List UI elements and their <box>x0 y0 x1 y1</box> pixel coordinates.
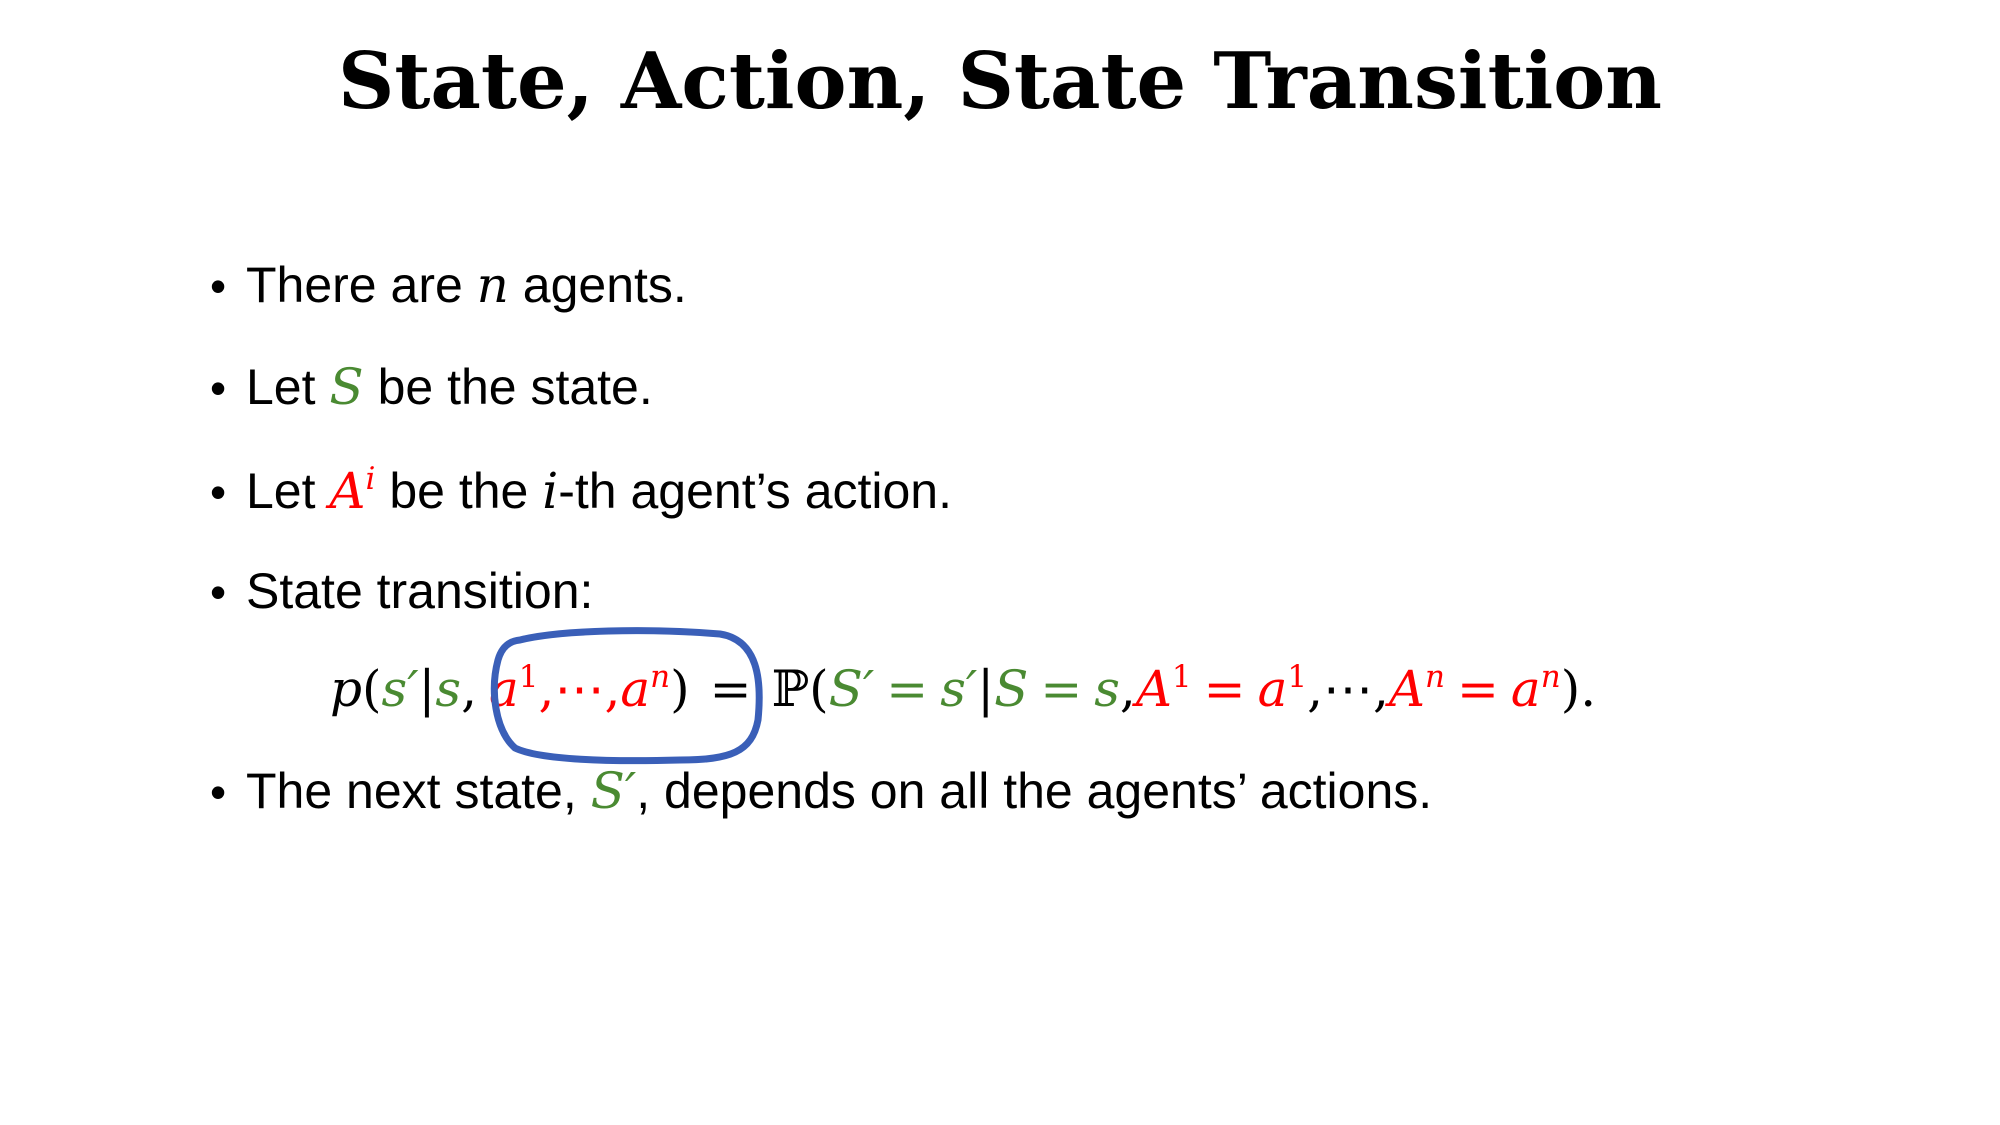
math-comma: , <box>1307 660 1324 718</box>
bullet-list <box>210 0 1990 1125</box>
bullet-text: State transition: <box>246 563 594 619</box>
math-comma: , <box>604 660 621 718</box>
math-comma: , <box>538 660 555 718</box>
math-probability: ℙ <box>771 660 810 718</box>
math-dots: ⋯ <box>1323 660 1374 718</box>
bullet-dot-icon: • <box>210 260 227 312</box>
math-p: p <box>330 660 363 718</box>
math-comma: , <box>1373 660 1389 718</box>
math-paren: ). <box>1560 660 1597 718</box>
bullet-agents <box>210 256 687 314</box>
math-superscript-1: 1 <box>518 658 539 695</box>
bullet-text: agents. <box>508 257 687 313</box>
math-dots: ⋯ <box>554 660 605 718</box>
math-equals: = <box>886 660 929 718</box>
math-paren: ( <box>809 660 829 718</box>
math-superscript-1: 1 <box>1287 658 1308 695</box>
math-A: A <box>329 462 366 520</box>
math-a: a <box>1257 660 1288 718</box>
math-paren: ( <box>362 660 382 718</box>
bullet-text: There are <box>246 257 477 313</box>
math-S-prime: S′ <box>828 660 875 718</box>
math-superscript-n: n <box>1540 658 1561 695</box>
math-A: A <box>1135 660 1172 718</box>
bullet-text: Let <box>246 463 330 519</box>
bullet-text: Let <box>246 359 330 415</box>
math-i: i <box>542 462 559 520</box>
math-comma: , <box>461 660 477 718</box>
math-equals: = <box>1040 660 1083 718</box>
slide-title: State, Action, State Transition <box>338 36 1662 127</box>
math-S: S <box>994 660 1029 718</box>
math-s-prime: s′ <box>381 660 419 718</box>
math-superscript-1: 1 <box>1171 658 1192 695</box>
bullet-text: The next state, <box>246 763 591 819</box>
bullet-dot-icon: • <box>210 566 227 618</box>
bullet-next-state <box>210 762 1432 820</box>
math-superscript-i: i <box>365 460 376 497</box>
math-S: S <box>329 358 364 416</box>
math-paren: ) <box>670 660 690 718</box>
math-n: n <box>476 256 509 314</box>
bullet-dot-icon: • <box>210 362 227 414</box>
math-equals: = <box>1203 660 1246 718</box>
bullet-text: be the <box>375 463 543 519</box>
math-equals: = <box>1457 660 1499 718</box>
math-s: s <box>435 660 462 718</box>
bullet-text: be the state. <box>363 359 653 415</box>
math-a: a <box>1510 660 1541 718</box>
bullet-action <box>210 462 952 520</box>
math-superscript-n: n <box>650 658 671 695</box>
math-given-bar: | <box>977 660 995 718</box>
math-superscript-n: n <box>1425 658 1445 695</box>
math-A: A <box>1388 660 1426 718</box>
bullet-dot-icon: • <box>210 466 227 518</box>
math-comma: , <box>1119 660 1136 718</box>
math-s: s <box>1094 660 1120 718</box>
bullet-state <box>210 358 653 416</box>
math-a: a <box>488 660 519 718</box>
math-S-prime: S′ <box>590 762 637 820</box>
math-s-prime: s′ <box>940 660 978 718</box>
math-equals: = <box>709 660 752 718</box>
bullet-dot-icon: • <box>210 766 227 818</box>
bullet-text: , depends on all the agents’ actions. <box>636 763 1433 819</box>
math-a: a <box>620 660 651 718</box>
bullet-state-transition <box>210 562 593 620</box>
math-given-bar: | <box>418 660 436 718</box>
transition-formula <box>330 660 1596 718</box>
bullet-text: -th agent’s action. <box>558 463 953 519</box>
